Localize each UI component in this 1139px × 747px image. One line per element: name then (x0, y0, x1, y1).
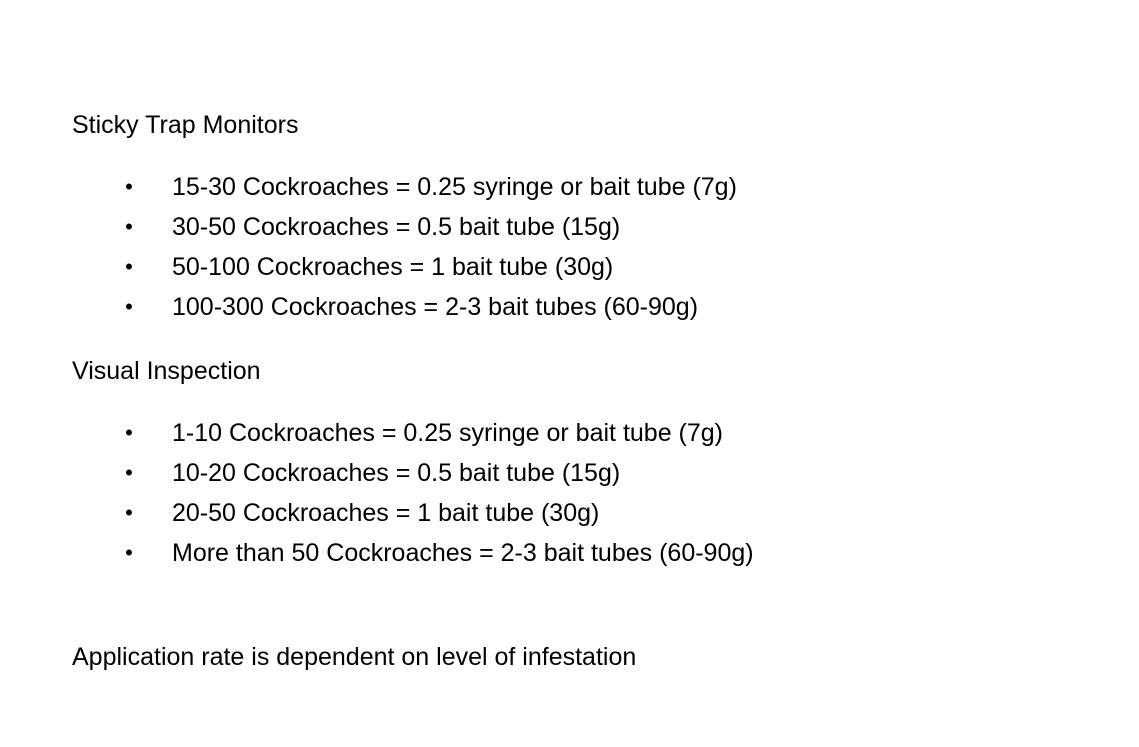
list-item-text: 20-50 Cockroaches = 1 bait tube (30g) (172, 499, 600, 527)
list-item-text: 1-10 Cockroaches = 0.25 syringe or bait tube (7g) (172, 419, 724, 447)
bullet-icon: • (125, 420, 133, 445)
bullet-icon: • (125, 254, 133, 279)
section-heading-sticky-trap-monitors: Sticky Trap Monitors (72, 111, 299, 139)
bullet-icon: • (125, 214, 133, 239)
list-item-text: More than 50 Cockroaches = 2-3 bait tubes (60-90g) (172, 539, 754, 567)
list-item-text: 10-20 Cockroaches = 0.5 bait tube (15g) (172, 459, 621, 487)
bullet-icon: • (125, 294, 133, 319)
bullet-icon: • (125, 540, 133, 565)
list-item-text: 50-100 Cockroaches = 1 bait tube (30g) (172, 253, 614, 281)
bullet-icon: • (125, 460, 133, 485)
list-item-text: 15-30 Cockroaches = 0.25 syringe or bait tube (7g) (172, 173, 737, 201)
list-item-text: 30-50 Cockroaches = 0.5 bait tube (15g) (172, 213, 621, 241)
footer-note: Application rate is dependent on level of infestation (72, 643, 637, 671)
bullet-icon: • (125, 500, 133, 525)
bullet-icon: • (125, 174, 133, 199)
section-heading-visual-inspection: Visual Inspection (72, 357, 261, 385)
list-item-text: 100-300 Cockroaches = 2-3 bait tubes (60-90g) (172, 293, 699, 321)
